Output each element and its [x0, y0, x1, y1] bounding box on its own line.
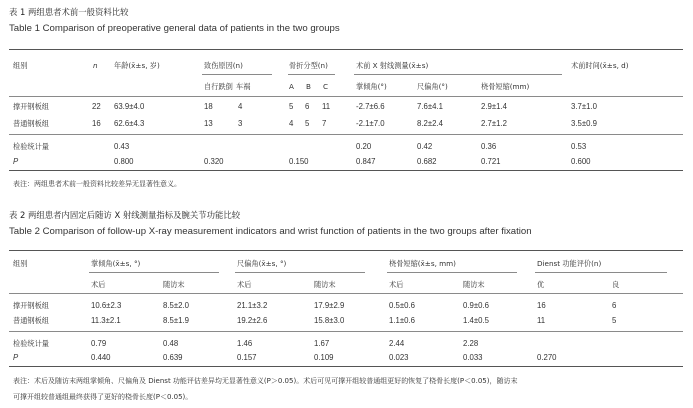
table1-row2-type-b: 5 — [305, 119, 310, 128]
table2-p-label: P — [13, 353, 19, 362]
table1-row1-type-c: 11 — [322, 102, 331, 111]
table1-p-age: 0.800 — [114, 157, 134, 166]
table2-row2-palmar-post: 11.3±2.1 — [91, 316, 121, 325]
table1-row2-radial-shortening: 2.7±1.2 — [481, 119, 507, 128]
table2-note-line1: 表注：术后及随访末两组掌倾角、尺偏角及 Dienst 功能评估差异均无显著性意义(P＞0.05)。术后可见可撑开组较普通组更好的恢复了桡骨长度(P＜0.05)，随访末 — [13, 377, 518, 385]
table2-bottom-rule — [9, 366, 683, 367]
table1-p-ulnar-deviation: 0.682 — [417, 157, 437, 166]
table2-row1-ulnar-follow: 17.9±2.9 — [314, 301, 345, 310]
table2-subheader-palmar-follow: 随访末 — [163, 280, 185, 289]
table2-subheader-radial-post: 术后 — [389, 280, 404, 289]
table2-dienst-subrule — [535, 272, 667, 273]
table2-subheader-ulnar-post: 术后 — [237, 280, 252, 289]
table1-p-fracture-type: 0.150 — [289, 157, 309, 166]
table2-subheader-palmar-post: 术后 — [91, 280, 106, 289]
table2-p-dienst: 0.270 — [537, 353, 557, 362]
table1-row1-group: 撑开钢板组 — [13, 102, 49, 111]
table2-header-rule — [9, 293, 683, 294]
table1-p-label: P — [13, 157, 19, 166]
table1-subheader-traffic: 车祸 — [236, 82, 251, 91]
table2-p-palmar-post: 0.440 — [91, 353, 111, 362]
table1-subheader-type-c: C — [323, 82, 329, 91]
table2-row1-group: 撑开钢板组 — [13, 301, 49, 310]
table2-row1-radial-post: 0.5±0.6 — [389, 301, 415, 310]
table2-row1-excellent: 16 — [537, 301, 546, 310]
table1-subheader-palmar-tilt: 掌倾角(°) — [356, 82, 387, 91]
table1-cause-subrule — [202, 74, 272, 75]
table1-subheader-ulnar-deviation: 尺偏角(°) — [417, 82, 448, 91]
table1-stat-age: 0.43 — [114, 142, 130, 151]
table1-header-preop-time: 术前时间(x̄±s, d) — [571, 61, 629, 70]
table1-row1-self-fall: 18 — [204, 102, 213, 111]
table2-row1-good: 6 — [612, 301, 617, 310]
table2-row1-radial-follow: 0.9±0.6 — [463, 301, 489, 310]
table1-stat-preop-time: 0.53 — [571, 142, 587, 151]
table2-row2-group: 普通钢板组 — [13, 316, 49, 325]
table1-fracture-subrule — [288, 74, 335, 75]
table2-row2-excellent: 11 — [537, 316, 546, 325]
table1-subheader-type-a: A — [289, 82, 294, 91]
table2-p-ulnar-follow: 0.109 — [314, 353, 334, 362]
table2-stat-palmar-post: 0.79 — [91, 339, 107, 348]
table2-p-radial-post: 0.023 — [389, 353, 409, 362]
table1-row1-n: 22 — [92, 102, 101, 111]
table1-stat-label: 检验统计量 — [13, 142, 49, 151]
table1-bottom-rule — [9, 170, 683, 171]
table1-note: 表注：两组患者术前一般资料比较差异无显著性意义。 — [13, 180, 181, 188]
table1-xray-subrule — [354, 74, 562, 75]
table1-row1-palmar-tilt: -2.7±6.6 — [356, 102, 385, 111]
table2-header-palmar-tilt: 掌倾角(x̄±s, °) — [91, 259, 141, 268]
table1-row2-preop-time: 3.5±0.9 — [571, 119, 597, 128]
table1-row2-n: 16 — [92, 119, 101, 128]
table1-row2-palmar-tilt: -2.1±7.0 — [356, 119, 385, 128]
table1-stat-radial-shortening: 0.36 — [481, 142, 497, 151]
table1-row1-type-b: 6 — [305, 102, 310, 111]
table1-subheader-radial-shortening: 桡骨短缩(mm) — [481, 82, 530, 91]
table1-row1-radial-shortening: 2.9±1.4 — [481, 102, 507, 111]
table1-row1-preop-time: 3.7±1.0 — [571, 102, 597, 111]
table2-header-radial-shortening: 桡骨短缩(x̄±s, mm) — [389, 259, 456, 268]
table2-header-group: 组别 — [13, 259, 28, 268]
table1-data-rule — [9, 134, 683, 135]
table1-row2-traffic: 3 — [238, 119, 243, 128]
table2-row1-ulnar-post: 21.1±3.2 — [237, 301, 268, 310]
table1-row2-type-a: 4 — [289, 119, 294, 128]
table2-stat-ulnar-follow: 1.67 — [314, 339, 330, 348]
table1-p-radial-shortening: 0.721 — [481, 157, 501, 166]
table1-subheader-self-fall: 自行跌倒 — [204, 82, 233, 91]
table1-header-fracture-type: 骨折分型(n) — [289, 61, 328, 70]
table2-row2-radial-follow: 1.4±0.5 — [463, 316, 489, 325]
table1-stat-ulnar-deviation: 0.42 — [417, 142, 433, 151]
table2-subheader-ulnar-follow: 随访末 — [314, 280, 336, 289]
table2-subheader-radial-follow: 随访末 — [463, 280, 485, 289]
table1-p-preop-time: 0.600 — [571, 157, 591, 166]
table1-header-age: 年龄(x̄±s, 岁) — [114, 61, 160, 70]
table2-row1-palmar-follow: 8.5±2.0 — [163, 301, 189, 310]
table1-header-group: 组别 — [13, 61, 28, 70]
table1-p-cause: 0.320 — [204, 157, 224, 166]
table2-p-radial-follow: 0.033 — [463, 353, 483, 362]
table1-p-palmar-tilt: 0.847 — [356, 157, 376, 166]
table1-row2-type-c: 7 — [322, 119, 327, 128]
table2-p-palmar-follow: 0.639 — [163, 353, 183, 362]
table1-row2-age: 62.6±4.3 — [114, 119, 145, 128]
table2-caption-cn: 表 2 两组患者内固定后随访 X 射线测量指标及腕关节功能比较 — [9, 210, 241, 220]
table1-caption-cn: 表 1 两组患者术前一般资料比较 — [9, 7, 129, 17]
table2-stat-radial-post: 2.44 — [389, 339, 405, 348]
table1-header-cause: 致伤原因(n) — [204, 61, 243, 70]
table2-caption-en: Table 2 Comparison of follow-up X-ray measurement indicators and wrist function of patients in the two groups after fixation — [9, 226, 532, 237]
table2-header-ulnar-deviation: 尺偏角(x̄±s, °) — [237, 259, 287, 268]
table1-caption-en: Table 1 Comparison of preoperative general data of patients in the two groups — [9, 23, 340, 34]
table2-row2-good: 5 — [612, 316, 617, 325]
table1-row1-ulnar-deviation: 7.6±4.1 — [417, 102, 443, 111]
table1-row1-traffic: 4 — [238, 102, 243, 111]
table2-row2-ulnar-follow: 15.8±3.0 — [314, 316, 345, 325]
table2-subheader-good: 良 — [612, 280, 620, 289]
table2-header-dienst: Dienst 功能评价(n) — [537, 259, 602, 268]
table2-p-ulnar-post: 0.157 — [237, 353, 257, 362]
table1-row1-age: 63.9±4.0 — [114, 102, 145, 111]
table2-note-line2: 可撑开组较普通组最终获得了更好的桡骨长度(P＜0.05)。 — [13, 393, 193, 401]
table2-palmar-subrule — [89, 272, 219, 273]
table1-subheader-type-b: B — [306, 82, 311, 91]
table2-data-rule — [9, 331, 683, 332]
table1-row1-type-a: 5 — [289, 102, 294, 111]
table2-row2-palmar-follow: 8.5±1.9 — [163, 316, 189, 325]
table1-stat-palmar-tilt: 0.20 — [356, 142, 372, 151]
table2-row2-ulnar-post: 19.2±2.6 — [237, 316, 268, 325]
table2-stat-radial-follow: 2.28 — [463, 339, 479, 348]
table2-radial-subrule — [387, 272, 517, 273]
table2-row2-radial-post: 1.1±0.6 — [389, 316, 415, 325]
table1-row2-self-fall: 13 — [204, 119, 213, 128]
table1-top-rule — [9, 49, 683, 50]
table1-header-rule — [9, 96, 683, 97]
table2-ulnar-subrule — [235, 272, 365, 273]
table1-header-preop-xray: 术前 X 射线测量(x̄±s) — [356, 61, 429, 70]
table2-stat-palmar-follow: 0.48 — [163, 339, 179, 348]
table1-row2-group: 普通钢板组 — [13, 119, 49, 128]
table1-header-n: n — [93, 61, 98, 70]
table2-stat-ulnar-post: 1.46 — [237, 339, 253, 348]
table2-top-rule — [9, 250, 683, 251]
table2-row1-palmar-post: 10.6±2.3 — [91, 301, 122, 310]
table1-row2-ulnar-deviation: 8.2±2.4 — [417, 119, 443, 128]
table2-stat-label: 检验统计量 — [13, 339, 49, 348]
table2-subheader-excellent: 优 — [537, 280, 545, 289]
